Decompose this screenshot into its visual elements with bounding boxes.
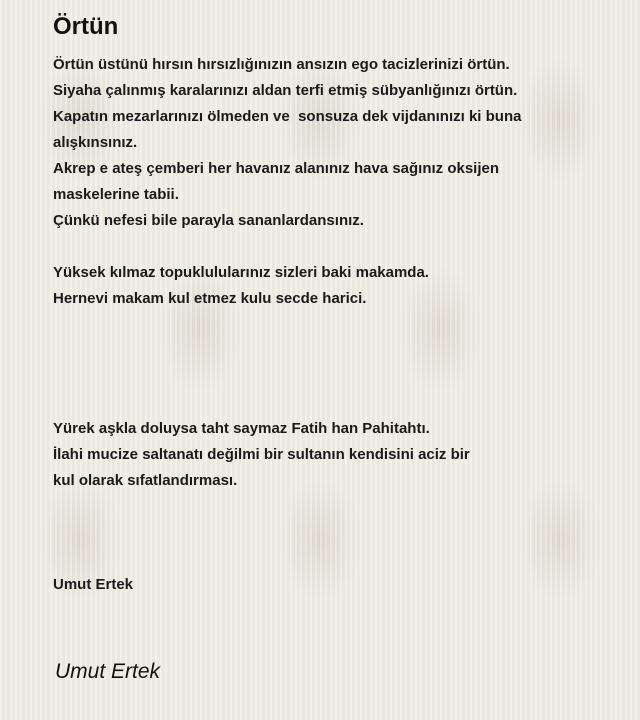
poem-line: Kapatın mezarlarınızı ölmeden ve sonsuza dek vijdanınızı ki buna	[53, 108, 522, 125]
poem-line: Yürek aşkla doluysa taht saymaz Fatih han Pahitahtı.	[53, 420, 430, 437]
poem-line: Hernevi makam kul etmez kulu secde harici.	[53, 290, 367, 307]
poem-blank-line	[53, 312, 613, 338]
poem-line: Yüksek kılmaz topuklulularınız sizleri baki makamda.	[53, 264, 429, 281]
poem-blank-line	[53, 390, 613, 416]
poem-line: maskelerine tabii.	[53, 186, 179, 203]
poem-body	[53, 52, 613, 598]
poem-blank-line	[53, 338, 613, 364]
poem-line: Siyaha çalınmış karalarınızı aldan terfi etmiş sübyanlığınızı örtün.	[53, 82, 518, 99]
poem-line: Akrep e ateş çemberi her havanız alanınız hava sağınız oksijen	[53, 160, 500, 177]
poem-title: Örtün	[53, 13, 119, 40]
poem-blank-line	[53, 364, 613, 390]
poem-blank-line	[53, 520, 613, 546]
poem-blank-line	[53, 494, 613, 520]
poem-line: alışkınsınız.	[53, 134, 138, 151]
poem-container	[53, 12, 613, 598]
author-signature: Umut Ertek	[55, 660, 161, 683]
poem-blank-line	[53, 234, 613, 260]
poem-line: Çünkü nefesi bile parayla sananlardansınız.	[53, 212, 364, 229]
poem-blank-line	[53, 546, 613, 572]
poem-author-line: Umut Ertek	[53, 576, 134, 593]
poem-line: kul olarak sıfatlandırması.	[53, 472, 238, 489]
poem-line: Örtün üstünü hırsın hırsızlığınızın ansızın ego tacizlerinizi örtün.	[53, 56, 510, 73]
poem-line: İlahi mucize saltanatı değilmi bir sultanın kendisini aciz bir	[53, 446, 470, 463]
